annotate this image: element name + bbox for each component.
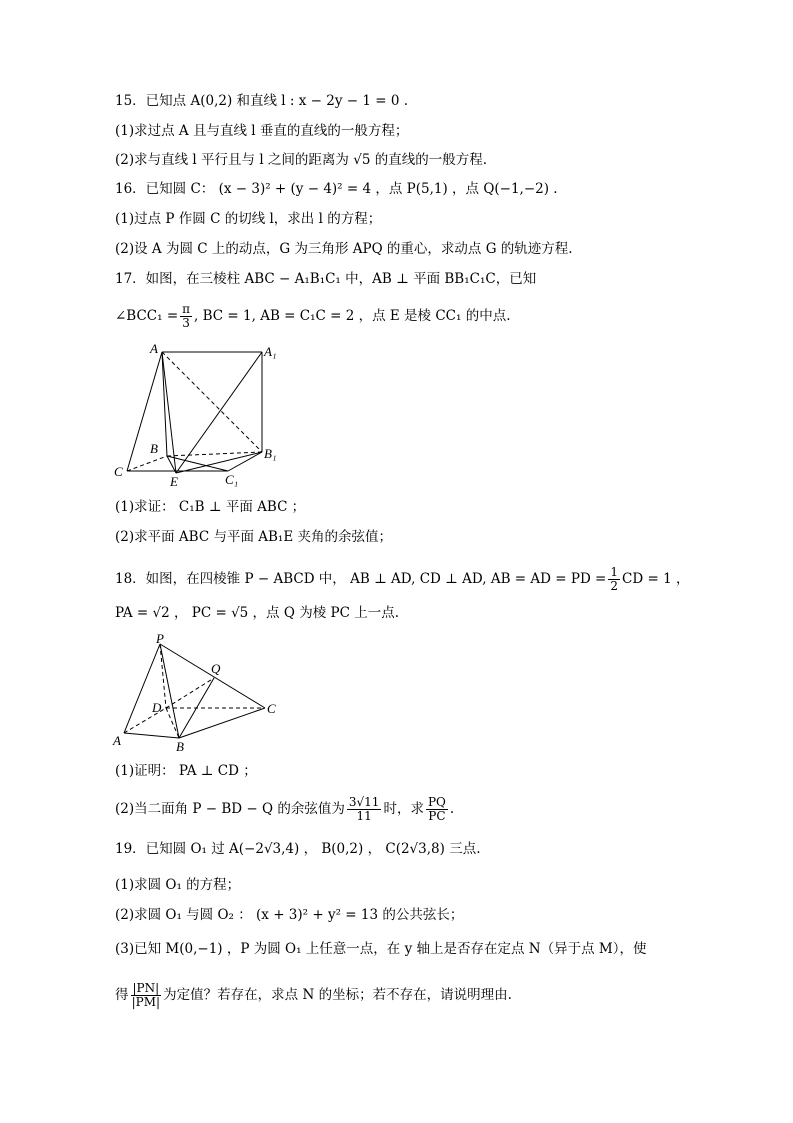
- q17-angle: ∠BCC₁ =: [115, 308, 179, 324]
- q17-label-a1: A₁: [264, 344, 277, 359]
- q19-p4-frac-num: |PN|: [132, 981, 160, 995]
- q18-label-d: D: [152, 700, 162, 715]
- q18-p2-frac1-num: 3√11: [348, 795, 380, 809]
- q18-head-frac-den: 2: [610, 579, 619, 593]
- q17-conditions: [115, 303, 511, 330]
- q17-prism-figure: [110, 340, 290, 490]
- q18-label-q: Q: [211, 661, 221, 676]
- q18-part2: [115, 796, 454, 823]
- q16-part1: (1)过点 P 作圆 C 的切线 l，求出 l 的方程；: [115, 211, 382, 227]
- q19-p4-b: 为定值？若存在，求点 N 的坐标；若不存在，请说明理由.: [163, 987, 512, 1003]
- q18-p2-fraction1: [347, 796, 382, 823]
- q18-head: [115, 566, 689, 593]
- q17-rest: , BC = 1, AB = C₁C = 2 ，点 E 是棱 CC₁ 的中点.: [194, 308, 511, 324]
- q19-p4-fraction: [131, 982, 162, 1009]
- q18-p2-frac2-num: PQ: [427, 795, 446, 809]
- q17-label-c1: C₁: [225, 472, 239, 487]
- q17-label-c: C: [114, 464, 123, 479]
- q17-part1: (1)求证： C₁B ⊥ 平面 ABC ；: [115, 499, 306, 515]
- q18-label-p: P: [156, 632, 164, 646]
- q18-p2-frac2-den: PC: [428, 809, 446, 823]
- q18-part1: (1)证明： PA ⊥ CD ；: [115, 763, 257, 779]
- q19-p4-frac-den: |PM|: [131, 995, 161, 1009]
- q18-head-b: CD = 1 ，: [622, 571, 690, 587]
- q18-label-a: A: [113, 733, 121, 748]
- q19-part1: (1)求圆 O₁ 的方程；: [115, 877, 241, 893]
- q15-part2: (2)求与直线 l 平行且与 l 之间的距离为 √5 的直线的一般方程.: [115, 152, 487, 168]
- q17-label-e: E: [170, 474, 178, 489]
- q17-frac-num: π: [182, 302, 191, 316]
- q19-p4-a: 得: [115, 987, 129, 1003]
- q17-head: 17．如图，在三棱柱 ABC − A₁B₁C₁ 中，AB ⊥ 平面 BB₁C₁C，已知: [115, 271, 537, 287]
- q18-p2-frac1-den: 11: [356, 809, 372, 823]
- q17-part2: (2)求平面 ABC 与平面 AB₁E 夹角的余弦值；: [115, 529, 392, 545]
- q17-label-b1: B₁: [264, 446, 277, 461]
- q19-part2: (2)求圆 O₁ 与圆 O₂ ： (x + 3)² + y² = 13 的公共弦长；: [115, 907, 464, 923]
- q18-label-b: B: [176, 739, 184, 754]
- q18-pyramid-figure: [110, 632, 290, 757]
- q18-conditions: PA = √2 ， PC = √5 ，点 Q 为棱 PC 上一点.: [115, 605, 399, 621]
- q18-head-frac-num: 1: [610, 565, 619, 579]
- q17-label-b: B: [150, 441, 158, 456]
- q18-head-fraction: [608, 566, 620, 593]
- q19-part4: [115, 982, 512, 1009]
- q18-p2-fraction2: [426, 796, 448, 823]
- q17-frac-den: 3: [182, 316, 190, 330]
- q19-part3: (3)已知 M(0,−1) ，P 为圆 O₁ 上任意一点，在 y 轴上是否存在定点 N（异于点 M），使: [115, 941, 647, 957]
- q15-part1: (1)求过点 A 且与直线 l 垂直的直线的一般方程；: [115, 123, 409, 139]
- q18-p2-b: 时，求: [383, 801, 424, 817]
- q18-p2-a: (2)当二面角 P − BD − Q 的余弦值为: [115, 801, 345, 817]
- q15-head: 15．已知点 A(0,2) 和直线 l : x − 2y − 1 = 0 .: [115, 93, 409, 109]
- q17-fraction: [180, 303, 192, 330]
- q18-head-a: 18．如图，在四棱锥 P − ABCD 中， AB ⊥ AD, CD ⊥ AD, AB = AD = PD =: [115, 571, 607, 587]
- q16-part2: (2)设 A 为圆 C 上的动点，G 为三角形 APQ 的重心，求动点 G 的轨迹方程.: [115, 241, 573, 257]
- q16-head: 16．已知圆 C： (x − 3)² + (y − 4)² = 4 ，点 P(5,1) ，点 Q(−1,−2) .: [115, 181, 558, 197]
- q17-label-a: A: [150, 341, 158, 356]
- q18-label-c: C: [267, 701, 276, 716]
- q19-head: 19．已知圆 O₁ 过 A(−2√3,4) ， B(0,2) ， C(2√3,8) 三点.: [115, 841, 481, 857]
- q18-p2-c: .: [449, 801, 455, 817]
